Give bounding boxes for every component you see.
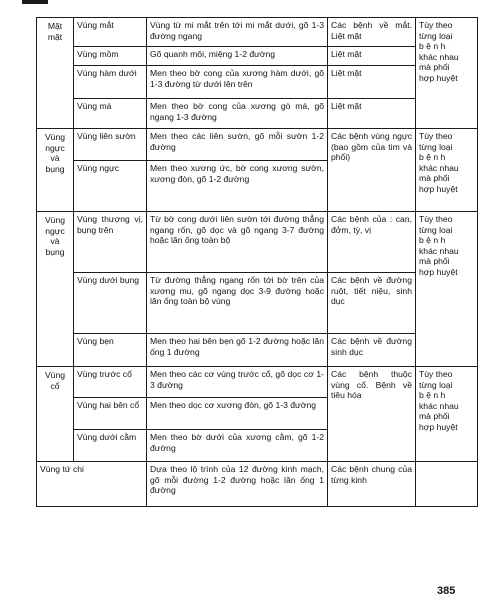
region-label: Mặt mặt [37,18,74,129]
zone-cell: Vùng mồm [74,47,147,66]
method-cell: Men theo các liên sườn, gõ mỗi sườn 1-2 đường [147,129,328,161]
method-cell: Dựa theo lộ trình của 12 đường kinh mạch, gõ mỗi đường 1-2 đường hoặc lăn ống 1 đường [147,462,328,507]
method-cell: Men theo các cơ vùng trước cổ, gõ dọc cơ 1-3 đường [147,367,328,398]
table-row [37,334,478,367]
table-row [37,273,478,334]
region-label: Vùng ngực và bụng [37,129,74,212]
combination-note: Tùy theo từng loại b ệ n h khác nhau mà phối hợp huyệt [416,367,478,462]
method-cell: Men theo bờ cong của xương gò má, gõ ngang 1-3 đường [147,99,328,129]
table-row [37,18,478,47]
treatment-table [36,17,478,507]
combination-note: Tùy theo từng loại b ệ n h khác nhau mà phối hợp huyệt [416,129,478,212]
zone-cell: Vùng mắt [74,18,147,47]
table-row [37,66,478,99]
zone-cell: Vùng ngực [74,161,147,212]
method-cell: Men theo xương ức, bờ cong xương sườn, xương đòn, gõ 1-2 đường [147,161,328,212]
zone-cell: Vùng hai bên cổ [74,398,147,430]
page-number: 385 [437,585,456,597]
table-row [37,47,478,66]
table-row [37,462,478,507]
disease-cell: Các bệnh về đường sinh dục [328,334,416,367]
table-row [37,129,478,161]
disease-cell: Liệt mặt [328,66,416,99]
method-cell: Men theo hai bên bẹn gõ 1-2 đường hoặc lăn ống 1 đường [147,334,328,367]
combination-note: Tùy theo từng loại b ệ n h khác nhau mà phối hợp huyệt [416,18,478,129]
disease-cell: Các bệnh về mắt. Liệt mặt [328,18,416,47]
disease-cell: Liệt mặt [328,99,416,129]
zone-cell: Vùng tứ chi [37,462,147,507]
method-cell: Từ bờ cong dưới liên sườn tới đường thẳng ngang rốn, gõ dọc và gõ ngang 3-7 đường hoặc lăn ống toàn bộ [147,212,328,273]
zone-cell: Vùng bẹn [74,334,147,367]
zone-cell: Vùng má [74,99,147,129]
disease-cell: Các bệnh về đường ruột, tiết niệu, sinh dục [328,273,416,334]
method-cell: Men theo dọc cơ xương đòn, gõ 1-3 đường [147,398,328,430]
region-label: Vùng ngực và bụng [37,212,74,367]
zone-cell: Vùng hàm dưới [74,66,147,99]
method-cell: Men theo bờ cong của xương hàm dưới, gõ 1-3 đường từ dưới lên trên [147,66,328,99]
method-cell: Gõ quanh môi, miệng 1-2 đường [147,47,328,66]
empty-cell [416,462,478,507]
header-rule-mark [22,0,48,4]
zone-cell: Vùng trước cổ [74,367,147,398]
zone-cell: Vùng liên sườn [74,129,147,161]
zone-cell: Vùng thượng vị, bụng trên [74,212,147,273]
table-row [37,99,478,129]
disease-cell: Các bệnh của : can, đởm, tỳ, vị [328,212,416,273]
zone-cell: Vùng dưới cằm [74,430,147,462]
zone-cell: Vùng dưới bụng [74,273,147,334]
table-row [37,212,478,273]
disease-cell: Các bệnh thuộc vùng cổ. Bệnh về tiêu hóa [328,367,416,462]
disease-cell: Các bệnh vùng ngực (bao gồm của tim và phổi) [328,129,416,212]
method-cell: Vùng từ mi mắt trên tới mi mắt dưới, gõ 1-3 đường ngang [147,18,328,47]
region-label: Vùng cổ [37,367,74,462]
method-cell: Men theo bờ dưới của xương cằm, gõ 1-2 đường [147,430,328,462]
disease-cell: Các bệnh chung của từng kinh [328,462,416,507]
method-cell: Từ đường thẳng ngang rốn tới bờ trên của xương mu, gõ ngang dọc 3-9 đường hoặc lăn ống toàn bộ vùng [147,273,328,334]
combination-note: Tùy theo từng loại b ệ n h khác nhau mà phối hợp huyệt [416,212,478,367]
disease-cell: Liệt mặt [328,47,416,66]
table-row [37,367,478,398]
